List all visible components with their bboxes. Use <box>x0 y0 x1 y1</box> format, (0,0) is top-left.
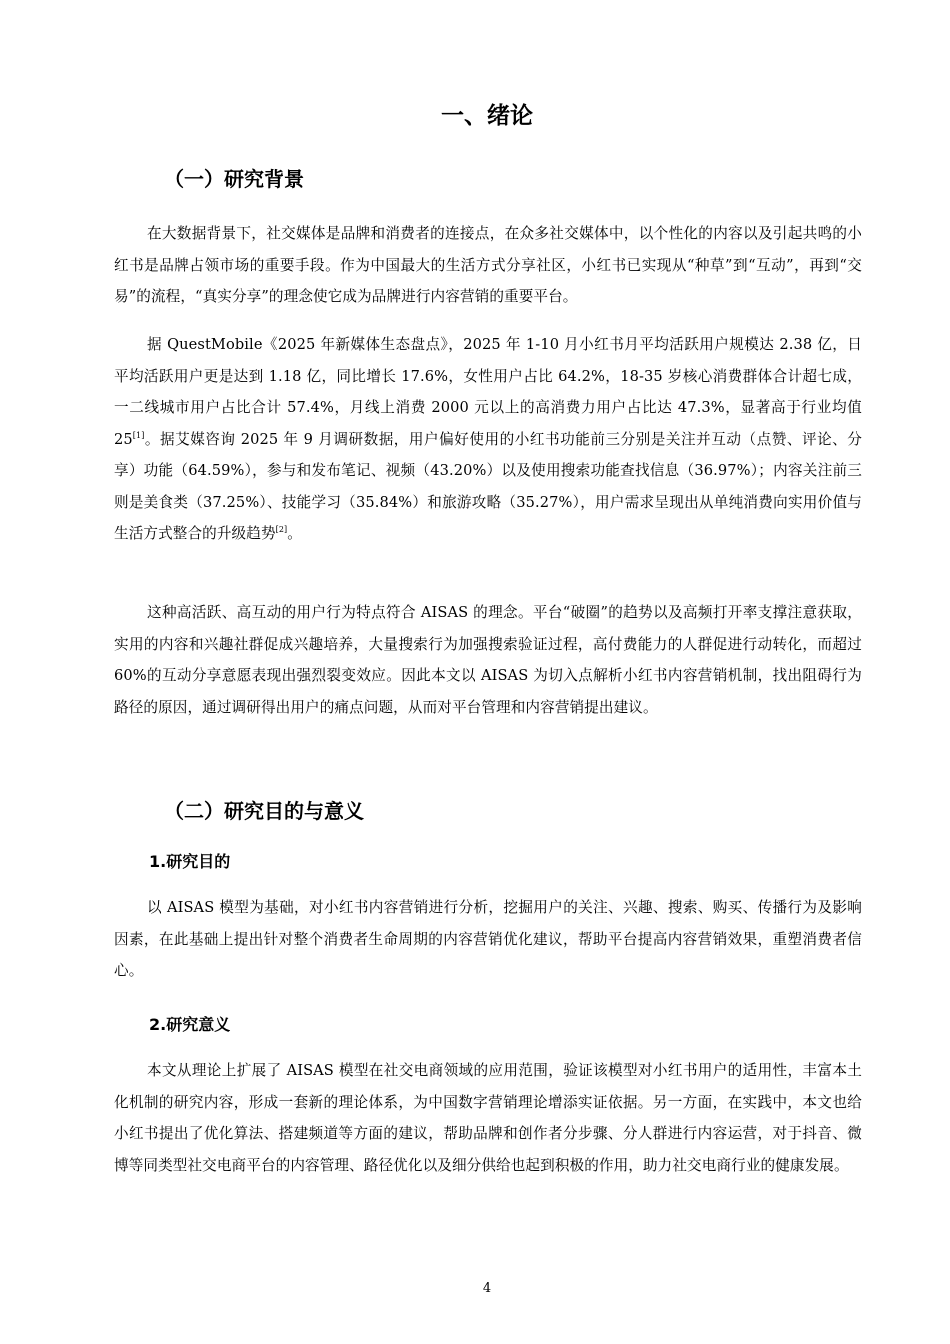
subsection-title-significance: 2.研究意义 <box>149 1015 231 1034</box>
citation-2: [2] <box>275 525 288 535</box>
citation-1: [1] <box>132 430 145 440</box>
paragraph-background-intro: 在大数据背景下，社交媒体是品牌和消费者的连接点，在众多社交媒体中，以个性化的内容以及引起共鸣的小红书是品牌占领市场的重要手段。作为中国最大的生活方式分享社区，小红书已实现从“种草”到“互动”，再到“交易”的流程，“真实分享”的理念使它成为品牌进行内容营销的重要平台。 <box>114 225 862 305</box>
statistics-text-part-2: 。据艾媒咨询 2025 年 9 月调研数据，用户偏好使用的小红书功能前三分别是关注并互动（点赞、评论、分享）功能（64.59%），参与和发布笔记、视频（43.20%）以及使用搜索功能查找信息（36.97%）；内容关注前三则是美食类（37.25%）、技能学习（35.84%）和旅游攻略（35.27%），用户需求呈现出从单纯消费向实用价值与生活方式整合的升级趋势 <box>114 430 862 542</box>
section-title-background: （一）研究背景 <box>164 167 304 191</box>
statistics-text-part-1: 据 QuestMobile《2025 年新媒体生态盘点》，2025 年 1-10 月小红书月平均活跃用户规模达 2.38 亿，日平均活跃用户更是达到 1.18 亿，同比增长 17.6%，女性用户占比 64.2%，18-35 岁核心消费群体合计超七成，一二线城市用户占比合计 57.4%，月线上消费 2000 元以上的高消费力用户占比达 47.3%，显著高于行业均值 25 <box>114 336 862 448</box>
section-title-purpose-significance: （二）研究目的与意义 <box>164 799 364 823</box>
paragraph-purpose: 以 AISAS 模型为基础，对小红书内容营销进行分析，挖掘用户的关注、兴趣、搜索、购买、传播行为及影响因素，在此基础上提出针对整个消费者生命周期的内容营销优化建议，帮助平台提高内容营销效果，重塑消费者信心。 <box>114 899 862 979</box>
paragraph-significance: 本文从理论上扩展了 AISAS 模型在社交电商领域的应用范围，验证该模型对小红书用户的适用性，丰富本土化机制的研究内容，形成一套新的理论体系，为中国数字营销理论增添实证依据。另一方面，在实践中，本文也给小红书提出了优化算法、搭建频道等方面的建议，帮助品牌和创作者分步骤、分人群进行内容运营，对于抖音、微博等同类型社交电商平台的内容管理、路径优化以及细分供给也起到积极的作用，助力社交电商行业的健康发展。 <box>114 1062 862 1174</box>
paragraph-background-statistics <box>114 329 862 550</box>
paragraph-background-aisas: 这种高活跃、高互动的用户行为特点符合 AISAS 的理念。平台“破圈”的趋势以及高频打开率支撑注意获取，实用的内容和兴趣社群促成兴趣培养，大量搜索行为加强搜索验证过程，高付费能力的人群促进行动转化，而超过 60%的互动分享意愿表现出强烈裂变效应。因此本文以 AISAS 为切入点解析小红书内容营销机制，找出阻碍行为路径的原因，通过调研得出用户的痛点问题，从而对平台管理和内容营销提出建议。 <box>114 604 862 716</box>
subsection-title-purpose: 1.研究目的 <box>149 852 231 871</box>
statistics-text-part-3: 。 <box>287 525 302 542</box>
page-number: 4 <box>482 1281 492 1296</box>
chapter-title: 一、绪论 <box>441 103 533 129</box>
